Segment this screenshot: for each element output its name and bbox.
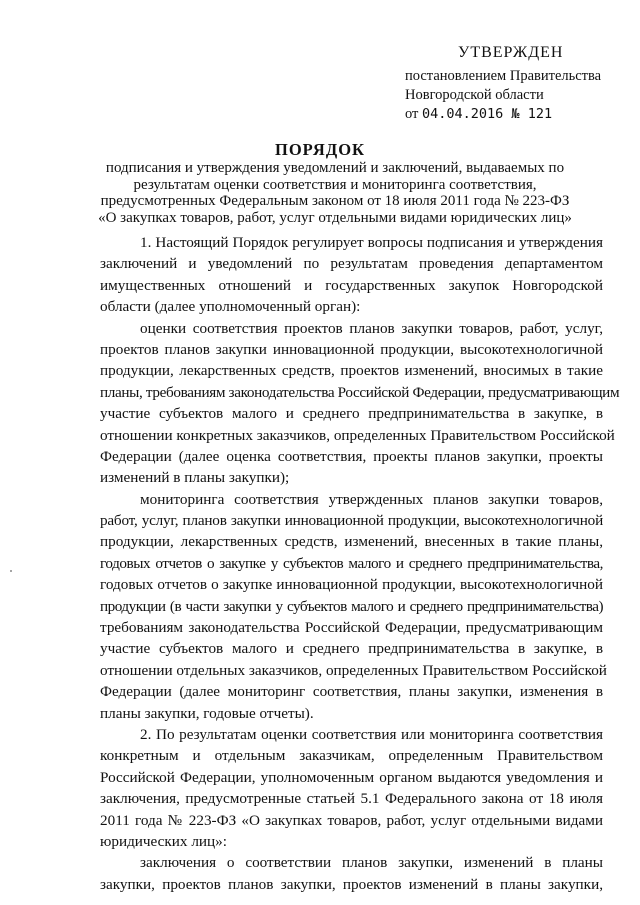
body-line: мониторинга соответствия утвержденных планов закупки товаров, bbox=[140, 490, 603, 508]
body-line: 2. По результатам оценки соответствия или мониторинга соответствия bbox=[140, 725, 603, 743]
body-line: заключения, предусмотренные статьей 5.1 Федерального закона от 18 июля bbox=[100, 790, 603, 808]
approval-line-1: постановлением Правительства bbox=[405, 68, 602, 84]
body-line: годовых отчетов о закупке инновационной продукции, высокотехнологичной bbox=[100, 576, 603, 594]
body-line: отношении отдельных заказчиков, определенных Правительством Российской bbox=[100, 661, 607, 679]
subtitle-line: подписания и утверждения уведомлений и заключений, выдаваемых по bbox=[105, 160, 565, 176]
body-line: продукции, лекарственных средств, изменений, внесенных в такие планы, bbox=[100, 533, 603, 551]
approval-date-prefix: от bbox=[405, 106, 423, 122]
body-line: 1. Настоящий Порядок регулирует вопросы подписания и утверждения bbox=[140, 234, 603, 251]
approval-date-stamp: 04.04.2016 № 121 bbox=[422, 106, 553, 122]
body-line: закупки, проектов планов закупки, проектов изменений в планы закупки, bbox=[100, 875, 603, 893]
body-line: изменений в планы закупки); bbox=[100, 469, 290, 487]
document-body bbox=[100, 232, 620, 895]
approval-line-2: Новгородской области bbox=[405, 87, 544, 103]
body-line: проектов планов закупки инновационной продукции, высокотехнологичной bbox=[100, 340, 603, 358]
body-line: Российской Федерации, уполномоченным органом выдаются уведомления и bbox=[100, 768, 603, 786]
body-line: юридических лиц»: bbox=[100, 832, 227, 850]
body-line: участие субъектов малого и среднего предпринимательства в закупке, в bbox=[100, 640, 603, 658]
body-line: планы, требованиям законодательства Российской Федерации, предусматривающим bbox=[100, 383, 620, 401]
approval-line-3 bbox=[405, 106, 552, 123]
body-line: продукции (в части закупки у субъектов малого и среднего предпринимательства) bbox=[100, 597, 603, 615]
body-line: заключения о соответствии планов закупки, изменений в планы bbox=[140, 854, 603, 872]
subtitle-line: предусмотренных Федеральным законом от 18 июля 2011 года № 223-ФЗ bbox=[100, 193, 570, 209]
approval-title: УТВЕРЖДЕН bbox=[458, 44, 564, 61]
body-line: работ, услуг, планов закупки инновационной продукции, высокотехнологичной bbox=[100, 512, 603, 530]
subtitle-line: результатам оценки соответствия и мониторинга соответствия, bbox=[133, 176, 537, 193]
body-line: конкретным и отдельным заказчикам, определенным Правительством bbox=[100, 747, 603, 765]
body-line: годовых отчетов о закупке у субъектов малого и среднего предпринимательства, bbox=[100, 554, 603, 572]
document-title: ПОРЯДОК bbox=[275, 140, 365, 159]
body-line: Федерации (далее мониторинг соответствия, планы закупки, изменения в bbox=[100, 683, 603, 701]
body-line: планы закупки, годовые отчеты). bbox=[100, 704, 314, 722]
body-line: заключений и уведомлений по результатам проведения департаментом bbox=[100, 255, 603, 273]
body-line: области (далее уполномоченный орган): bbox=[100, 298, 361, 316]
body-line: оценки соответствия проектов планов закупки товаров, работ, услуг, bbox=[140, 319, 603, 337]
body-line: отношении конкретных заказчиков, определенных Правительством Российской bbox=[100, 426, 615, 444]
scan-speck bbox=[10, 570, 12, 572]
body-line: участие субъектов малого и среднего предпринимательства в закупке, в bbox=[100, 405, 603, 423]
document-subtitle bbox=[95, 160, 575, 226]
body-line: Федерации (далее оценка соответствия, проекты планов закупки, проекты bbox=[100, 447, 603, 465]
body-line: продукции, лекарственных средств, проектов изменений, вносимых в такие bbox=[100, 362, 603, 380]
body-line: имущественных отношений и государственных закупок Новгородской bbox=[100, 276, 603, 294]
body-line: 2011 года № 223-ФЗ «О закупках товаров, работ, услуг отдельными видами bbox=[100, 811, 603, 829]
subtitle-line: «О закупках товаров, работ, услуг отдельными видами юридических лиц» bbox=[98, 209, 572, 226]
body-line: требованиям законодательства Российской Федерации, предусматривающим bbox=[100, 619, 603, 637]
